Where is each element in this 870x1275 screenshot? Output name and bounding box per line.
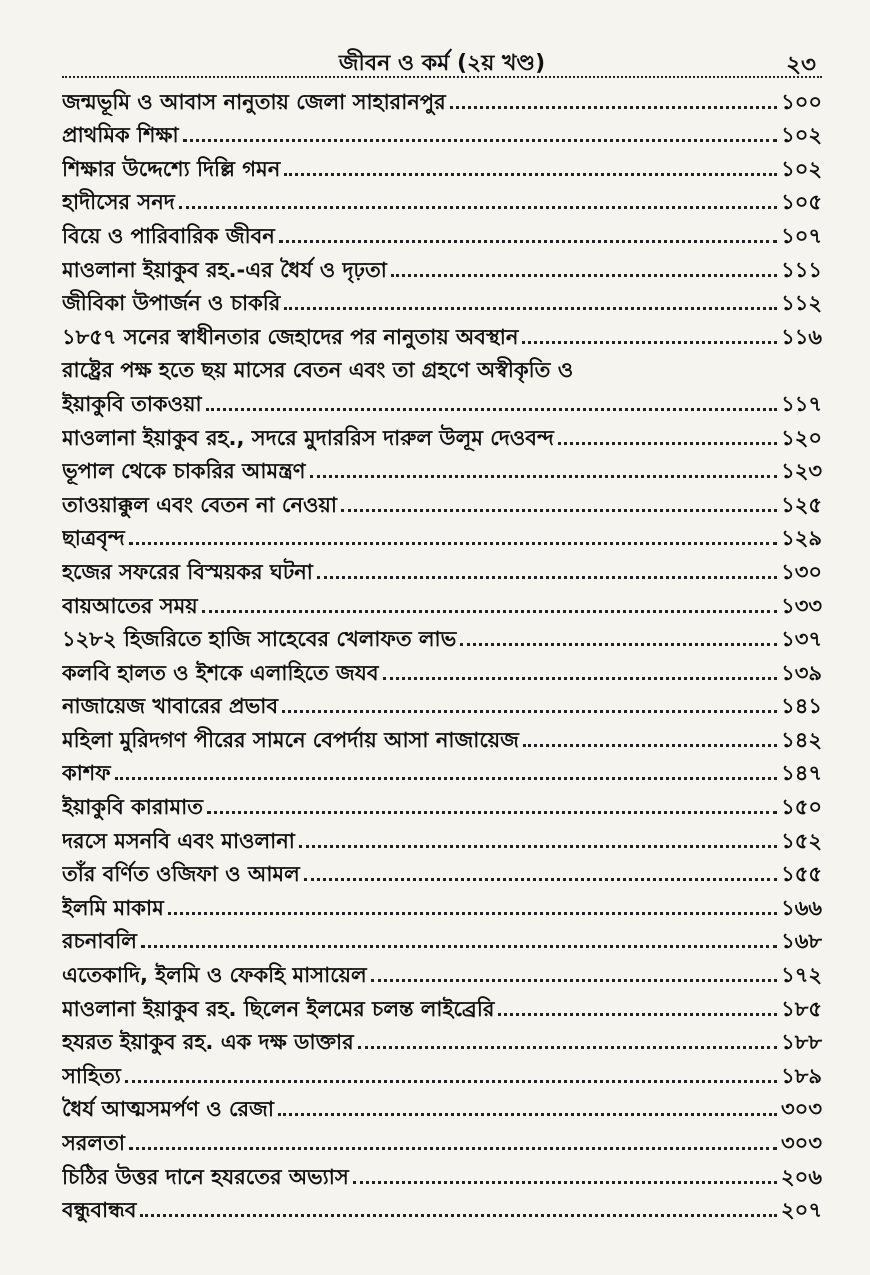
dot-leader: [498, 1013, 777, 1016]
toc-entry-page: ১৫২: [781, 828, 822, 853]
dot-leader: [310, 475, 778, 478]
dot-leader: [304, 878, 777, 881]
dot-leader: [558, 442, 777, 445]
dot-leader: [282, 710, 777, 713]
toc-entry: [62, 586, 822, 620]
toc-entry-page: ১২৩: [781, 459, 822, 484]
toc-entry-title: ভূপাল থেকে চাকরির আমন্ত্রণ: [62, 459, 306, 484]
toc-entry: [62, 250, 822, 284]
dot-leader: [522, 341, 777, 344]
toc-entry-page: ১০২: [781, 156, 822, 181]
running-header: [62, 46, 822, 78]
toc-entry: [62, 1056, 822, 1090]
toc-entry-page: ১০০: [781, 89, 822, 114]
toc-entry-page: ১৬৬: [781, 895, 822, 920]
dot-leader: [141, 945, 777, 948]
dot-leader: [278, 1113, 777, 1116]
toc-entry: [62, 1157, 822, 1191]
toc-entry: [62, 317, 822, 351]
dot-leader: [129, 542, 777, 545]
toc-entry: [62, 418, 822, 452]
toc-entry-page: ৩০৩: [781, 1097, 822, 1122]
toc-entry-title: তাঁর বর্ণিত ওজিফা ও আমল: [62, 862, 300, 887]
toc-entry-page: ১০৭: [781, 223, 822, 248]
toc-entry-title: জন্মভূমি ও আবাস নানুতায় জেলা সাহারানপুর: [62, 89, 446, 114]
toc-entry-title: চিঠির উত্তর দানে হযরতের অভ্যাস: [62, 1164, 349, 1189]
dot-leader: [450, 106, 777, 109]
toc-entry: [62, 687, 822, 721]
toc-entry-title: বায়আতের সময়: [62, 593, 198, 618]
toc-entry: [62, 1023, 822, 1057]
toc-entry-page: ১৪১: [781, 694, 822, 719]
toc-entry: [62, 519, 822, 553]
dot-leader: [383, 677, 778, 680]
toc-entry: [62, 485, 822, 519]
toc-entry: [62, 720, 822, 754]
toc-entry: [62, 1090, 822, 1124]
toc-entry-page: ১০২: [781, 123, 822, 148]
toc-entry-title: মাওলানা ইয়াকুব রহ.-এর ধৈর্য ও দৃঢ়তা: [62, 257, 387, 282]
toc-entry-page: ১৩৯: [781, 660, 822, 685]
toc-entry-page: ১৫০: [781, 795, 822, 820]
dot-leader: [168, 912, 777, 915]
dot-leader: [207, 811, 777, 814]
toc-entry: [62, 116, 822, 150]
toc-entry-page: ৩০৩: [781, 1131, 822, 1155]
toc-entry-page: ১১৭: [781, 391, 822, 416]
dot-leader: [115, 777, 778, 780]
toc-entry-page: ১৩৭: [781, 627, 822, 652]
toc-entry-title: সরলতা: [62, 1131, 125, 1155]
toc-entry: [62, 149, 822, 183]
toc-entry-title: কলবি হালত ও ইশকে এলাহিতে জযব: [62, 660, 379, 685]
dot-leader: [206, 408, 778, 411]
toc-entry: [62, 284, 822, 318]
toc-entry: [62, 754, 822, 788]
toc-entry: [62, 384, 822, 418]
toc-entry-page: ১২৫: [781, 492, 822, 517]
page-number: ২৩: [786, 52, 816, 78]
dot-leader: [183, 139, 777, 142]
toc-entry-title: শিক্ষার উদ্দেশ্যে দিল্লি গমন: [62, 156, 281, 181]
toc-entry: [62, 821, 822, 855]
toc-entry-title: ইয়াকুবি তাকওয়া: [62, 391, 202, 416]
toc-entry-page: ১০৫: [781, 190, 822, 215]
toc-entry: [62, 922, 822, 956]
toc-entry-title: দরসে মসনবি এবং মাওলানা: [62, 828, 295, 853]
toc-entry: [62, 989, 822, 1023]
toc-entry-title: সাহিত্য: [62, 1063, 121, 1088]
toc-entry-page: ১২৯: [781, 526, 822, 551]
toc-entry-title: মহিলা মুরিদগণ পীরের সামনে বেপর্দায় আসা নাজায়েজ: [62, 727, 519, 752]
toc-entry-title: হজের সফরের বিস্ময়কর ঘটনা: [62, 559, 313, 584]
toc-entry-page: ১৮৫: [781, 996, 822, 1021]
toc-entry-page: ২০৭: [781, 1198, 822, 1223]
dot-leader: [358, 1046, 777, 1049]
dot-leader: [353, 1181, 777, 1184]
toc-entry-title: মাওলানা ইয়াকুব রহ. ছিলেন ইলমের চলন্ত লাইব্রেরি: [62, 996, 495, 1021]
dot-leader: [140, 1214, 777, 1217]
dot-leader: [371, 979, 777, 982]
dot-leader: [299, 845, 777, 848]
toc-entry-page: ১১৬: [781, 324, 822, 349]
toc-entry-title: এতেকাদি, ইলমি ও ফেকহি মাসায়েল: [62, 963, 367, 988]
toc-entry: [62, 1191, 822, 1225]
toc-entry-page: ২০৬: [781, 1164, 822, 1189]
toc-entry-title: ১৮৫৭ সনের স্বাধীনতার জেহাদের পর নানুতায় অবস্থান: [62, 324, 519, 349]
dot-leader: [460, 643, 777, 646]
toc-entry-title: তাওয়াক্কুল এবং বেতন না নেওয়া: [62, 492, 337, 517]
toc-entry-title: প্রাথমিক শিক্ষা: [62, 123, 179, 148]
toc-entry-page: ১৩৩: [781, 593, 822, 618]
dot-leader: [284, 173, 777, 176]
toc-entry-title: হযরত ইয়াকুব রহ. এক দক্ষ ডাক্তার: [62, 1030, 354, 1055]
toc-entry-first-line: রাষ্ট্রের পক্ষ হতে ছয় মাসের বেতন এবং তা গ্রহণে অস্বীকৃতি ও: [62, 358, 574, 383]
toc-entry-title: নাজায়েজ খাবারের প্রভাব: [62, 694, 279, 719]
toc-entry: [62, 1123, 822, 1157]
dot-leader: [202, 610, 777, 613]
toc-entry-page: ১৪২: [781, 727, 822, 752]
toc-entry: [62, 452, 822, 486]
dot-leader: [317, 576, 777, 579]
toc-entry-title: জীবিকা উপার্জন ও চাকরি: [62, 291, 281, 316]
toc-entry-page: ১৫৫: [781, 862, 822, 887]
toc-entry-page: ১২০: [781, 425, 822, 450]
toc-entry-page: ১৮৯: [781, 1063, 822, 1088]
toc-entry-title: কাশফ: [62, 761, 111, 786]
dot-leader: [129, 1147, 777, 1150]
toc-entry-title: হাদীসের সনদ: [62, 190, 175, 215]
toc-entry-title: মাওলানা ইয়াকুব রহ., সদরে মুদাররিস দারুল উলূম দেওবন্দ: [62, 425, 554, 450]
toc-entry: [62, 183, 822, 217]
dot-leader: [284, 307, 777, 310]
toc-entry: [62, 855, 822, 889]
toc-entry-title: ১২৮২ হিজরিতে হাজি সাহেবের খেলাফত লাভ: [62, 627, 457, 652]
toc-entry-title: বিয়ে ও পারিবারিক জীবন: [62, 223, 275, 248]
toc-entry-page: ১৪৭: [781, 761, 822, 786]
toc-entry: [62, 653, 822, 687]
dot-leader: [179, 206, 777, 209]
toc-entry: [62, 216, 822, 250]
toc-entry: [62, 955, 822, 989]
toc-entry-page: ১৭২: [781, 963, 822, 988]
toc-entry-title: ধৈর্য আত্মসমর্পণ ও রেজা: [62, 1097, 274, 1122]
toc-entry-page: ১৬৮: [781, 929, 822, 954]
toc-entry: [62, 620, 822, 654]
toc-entry-page: ১৮৮: [781, 1030, 822, 1055]
toc-entry: [62, 787, 822, 821]
table-of-contents: [62, 82, 822, 1224]
toc-entry: [62, 552, 822, 586]
toc-entry-page: ১৩০: [781, 559, 822, 584]
dot-leader: [391, 274, 777, 277]
toc-entry-page: ১১১: [781, 257, 822, 282]
toc-entry-title: ইলমি মাকাম: [62, 895, 164, 920]
toc-entry-page: ১১২: [781, 291, 822, 316]
toc-entry: [62, 82, 822, 116]
dot-leader: [279, 240, 777, 243]
running-title: জীবন ও কর্ম (২য় খণ্ড): [338, 51, 546, 76]
toc-entry: [62, 888, 822, 922]
dot-leader: [523, 744, 777, 747]
dot-leader: [125, 1080, 777, 1083]
dot-leader: [341, 509, 777, 512]
toc-entry-title: রচনাবলি: [62, 929, 137, 954]
toc-entry-title: ইয়াকুবি কারামাত: [62, 795, 204, 820]
toc-entry-title: ছাত্রবৃন্দ: [62, 526, 125, 551]
toc-entry-title: বন্ধুবান্ধব: [62, 1198, 137, 1223]
